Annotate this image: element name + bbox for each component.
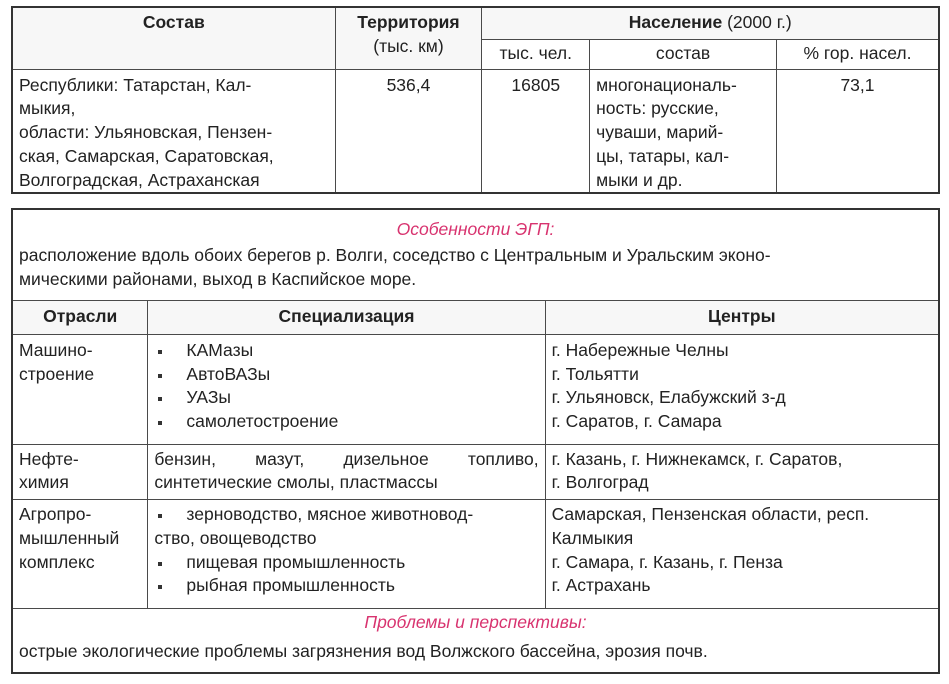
table-row [12,500,939,609]
branch-line: строение [19,363,95,384]
center-line: г. Казань, г. Нижнекамск, г. Саратов, [551,448,843,469]
header-population-title: Население [628,12,723,33]
header-specialization: Специализация [148,300,545,334]
branch-cell [12,500,148,609]
economy-table [11,208,940,674]
center-line: г. Волгоград [551,472,649,493]
center-line: г. Ульяновск, Елабужский з-д [551,387,786,408]
center-line: г. Набережные Челны [551,339,729,360]
branch-line: комплекс [19,551,95,572]
table-row [12,444,939,499]
branch-cell [12,334,148,444]
header-population-year: (2000 г.) [727,12,792,33]
egp-heading: Особенности ЭГП: [12,209,939,244]
header-branch: Отрасли [12,300,148,334]
egp-line: расположение вдоль обоих берегов р. Волги, соседство с Центральным и Уральским эконо- [19,245,771,266]
header-composition: Состав [12,7,335,69]
list-item [154,503,538,551]
egp-text [12,244,939,300]
center-line: Калмыкия [551,527,634,548]
spec-line: синтетические смолы, пластмассы [154,472,438,493]
header-pop-urban: % гор. насел. [776,39,939,69]
branch-line: Нефте- [19,448,79,469]
branch-line: Машино- [19,339,93,360]
branch-line: мышленный [19,527,120,548]
header-population [482,7,939,39]
center-line: г. Саратов, г. Самара [551,411,722,432]
pop-composition-line: многонациональ- [596,74,737,95]
composition-line: мыкия, [19,98,76,119]
egp-line: мическими районами, выход в Каспийское море. [19,269,417,290]
header-pop-composition: состав [590,39,777,69]
specialization-cell [148,500,545,609]
cell-urban: 73,1 [776,69,939,193]
list-item: самолетостроение [154,410,538,434]
branch-cell [12,444,148,499]
cell-population: 16805 [482,69,590,193]
specialization-cell [148,444,545,499]
pop-composition-line: мыки и др. [596,169,683,190]
specialization-cell [148,334,545,444]
cell-pop-composition [590,69,777,193]
composition-line: Волгоградская, Астраханская [19,169,260,190]
center-line: г. Самара, г. Казань, г. Пенза [551,551,783,572]
header-territory [335,7,482,69]
branch-line: Агропро- [19,504,92,525]
header-pop-thousand: тыс. чел. [482,39,590,69]
header-territory-unit: (тыс. км) [373,35,444,56]
list-item: пищевая промышленность [154,551,538,575]
centers-cell [545,500,939,609]
problems-heading: Проблемы и перспективы: [12,608,939,636]
pop-composition-line: цы, татары, кал- [596,145,730,166]
spec-line: зерноводство, мясное животновод- [186,504,474,525]
list-item: рыбная промышленность [154,574,538,598]
composition-line: области: Ульяновская, Пензен- [19,122,273,143]
center-line: г. Тольятти [551,363,639,384]
centers-cell [545,444,939,499]
list-item: УАЗы [154,386,538,410]
pop-composition-line: чуваши, марий- [596,122,724,143]
cell-composition [12,69,335,193]
centers-cell [545,334,939,444]
composition-line: Республики: Татарстан, Кал- [19,74,252,95]
composition-line: ская, Самарская, Саратовская, [19,145,274,166]
table-row [12,334,939,444]
spec-line: ство, овощеводство [154,527,317,548]
center-line: Самарская, Пензенская области, респ. [551,504,870,525]
cell-territory: 536,4 [335,69,482,193]
problems-text: острые экологические проблемы загрязнения вод Волжского бассейна, эрозия почв. [12,637,939,673]
pop-composition-line: ность: русские, [596,98,719,119]
center-line: г. Астрахань [551,575,651,596]
list-item: КАМазы [154,339,538,363]
branch-line: химия [19,472,69,493]
region-summary-table [11,6,940,194]
header-centers: Центры [545,300,939,334]
spec-line: бензин, мазут, дизельное топливо, [154,448,539,469]
header-territory-title: Территория [357,12,460,32]
list-item: АвтоВАЗы [154,363,538,387]
